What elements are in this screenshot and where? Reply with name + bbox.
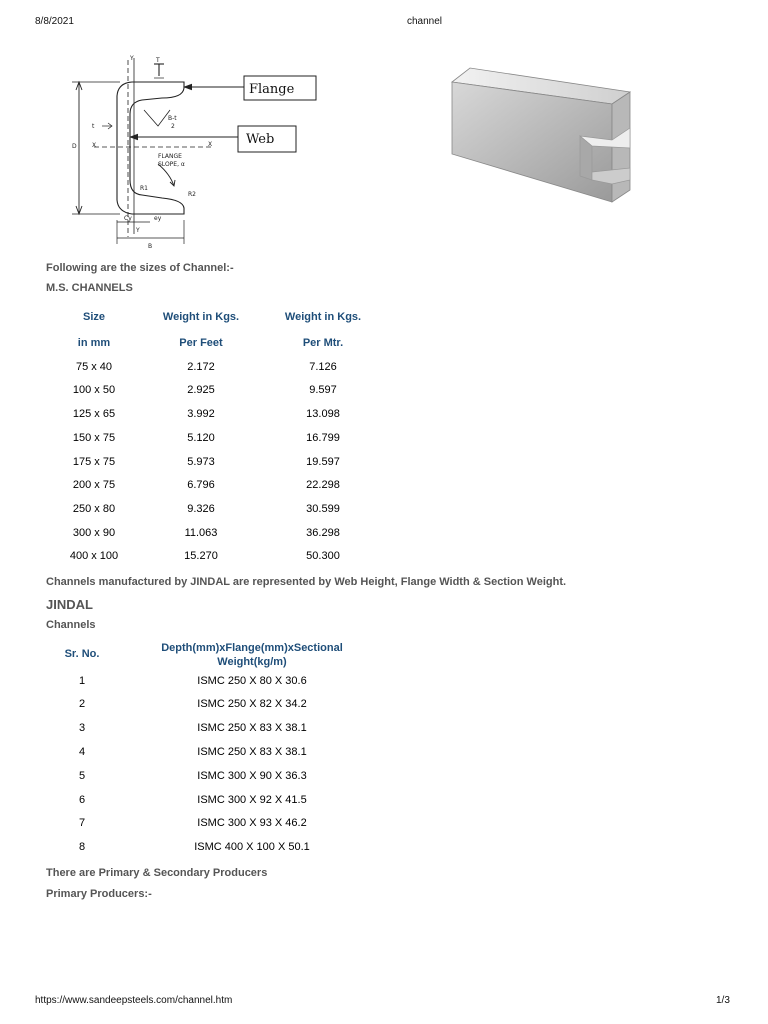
table-cell: ISMC 250 X 83 X 38.1 (197, 722, 307, 734)
svg-text:D: D (72, 143, 77, 150)
table-cell: 1 (78, 675, 86, 687)
table-cell: 2.925 (187, 384, 215, 396)
svg-text:2: 2 (171, 123, 175, 130)
table-cell: 200 x 75 (72, 479, 116, 491)
table-cell: ISMC 300 X 92 X 41.5 (197, 794, 307, 806)
flange-slope-label-2: SLOPE, α (158, 161, 185, 168)
svg-text:X: X (92, 142, 97, 149)
table-cell: ISMC 250 X 80 X 30.6 (197, 675, 307, 687)
table-cell: 75 x 40 (75, 361, 113, 373)
table-cell: 7.126 (309, 361, 337, 373)
ms-channels-heading: M.S. CHANNELS (46, 282, 133, 294)
primary-producers-heading: Primary Producers:- (46, 888, 152, 900)
table-cell: 8 (78, 841, 86, 853)
table-cell: 19.597 (306, 456, 340, 468)
svg-text:R1: R1 (140, 185, 148, 192)
svg-text:Y: Y (136, 227, 140, 234)
table-cell: 5.973 (187, 456, 215, 468)
ms-header-mm: in mm (77, 337, 111, 349)
channel-section-diagram (62, 52, 332, 248)
table-cell: 9.597 (309, 384, 337, 396)
table-cell: 4 (78, 746, 86, 758)
table-cell: 6 (78, 794, 86, 806)
flange-label: Flange (249, 82, 295, 97)
table-cell: 9.326 (187, 503, 215, 515)
table-cell: 11.063 (184, 527, 218, 539)
jindal-heading: JINDAL (46, 597, 93, 612)
svg-text:B: B (148, 243, 153, 248)
table-cell: 400 x 100 (69, 550, 119, 562)
table-cell: ISMC 250 X 82 X 34.2 (197, 698, 307, 710)
jindal-header-spec-2: Weight(kg/m) (217, 656, 287, 668)
table-cell: 2.172 (187, 361, 215, 373)
table-cell: 300 x 90 (72, 527, 116, 539)
table-cell: 250 x 80 (72, 503, 116, 515)
svg-text:t: t (92, 123, 95, 130)
table-cell: 13.098 (306, 408, 340, 420)
producers-text: There are Primary & Secondary Producers (46, 867, 268, 879)
table-cell: 7 (78, 817, 86, 829)
web-label: Web (246, 132, 275, 147)
svg-text:R2: R2 (188, 191, 196, 198)
print-date: 8/8/2021 (35, 16, 74, 27)
svg-text:Y: Y (130, 55, 134, 62)
table-cell: 15.270 (184, 550, 218, 562)
table-cell: ISMC 400 X 100 X 50.1 (194, 841, 310, 853)
svg-text:ey: ey (154, 215, 162, 222)
ms-header-weight-feet: Weight in Kgs. (162, 311, 240, 323)
jindal-header-spec-1: Depth(mm)xFlange(mm)xSectional (161, 642, 343, 654)
table-cell: 36.298 (306, 527, 340, 539)
table-cell: 3.992 (187, 408, 215, 420)
table-cell: 3 (78, 722, 86, 734)
table-cell: ISMC 300 X 90 X 36.3 (197, 770, 307, 782)
channel-beam-image (440, 62, 640, 212)
ms-header-weight-mtr: Weight in Kgs. (284, 311, 362, 323)
flange-slope-label-1: FLANGE (158, 153, 182, 160)
ms-header-size: Size (82, 311, 105, 323)
footer-page-number: 1/3 (716, 995, 730, 1006)
print-title: channel (407, 16, 443, 27)
intro-text: Following are the sizes of Channel:- (46, 262, 234, 274)
svg-text:Cy: Cy (124, 215, 132, 222)
svg-text:X: X (208, 141, 213, 148)
jindal-header-sr-no: Sr. No. (64, 648, 100, 660)
table-cell: 22.298 (306, 479, 340, 491)
ms-header-per-feet: Per Feet (179, 337, 223, 349)
table-cell: 16.799 (306, 432, 340, 444)
jindal-intro-text: Channels manufactured by JINDAL are represented by Web Height, Flange Width & Section Weight. (46, 576, 567, 588)
svg-text:T: T (156, 57, 160, 64)
ms-header-per-mtr: Per Mtr. (302, 337, 344, 349)
table-cell: ISMC 250 X 83 X 38.1 (197, 746, 307, 758)
table-cell: 125 x 65 (72, 408, 116, 420)
table-cell: 2 (78, 698, 86, 710)
table-cell: ISMC 300 X 93 X 46.2 (197, 817, 307, 829)
table-cell: 6.796 (187, 479, 215, 491)
table-cell: 175 x 75 (72, 456, 116, 468)
channels-heading: Channels (46, 619, 96, 631)
table-cell: 50.300 (306, 550, 340, 562)
table-cell: 5.120 (187, 432, 215, 444)
table-cell: 150 x 75 (72, 432, 116, 444)
table-cell: 5 (78, 770, 86, 782)
footer-url[interactable]: https://www.sandeepsteels.com/channel.htm (35, 995, 233, 1006)
table-cell: 100 x 50 (72, 384, 116, 396)
svg-text:B-t: B-t (168, 115, 177, 122)
table-cell: 30.599 (306, 503, 340, 515)
